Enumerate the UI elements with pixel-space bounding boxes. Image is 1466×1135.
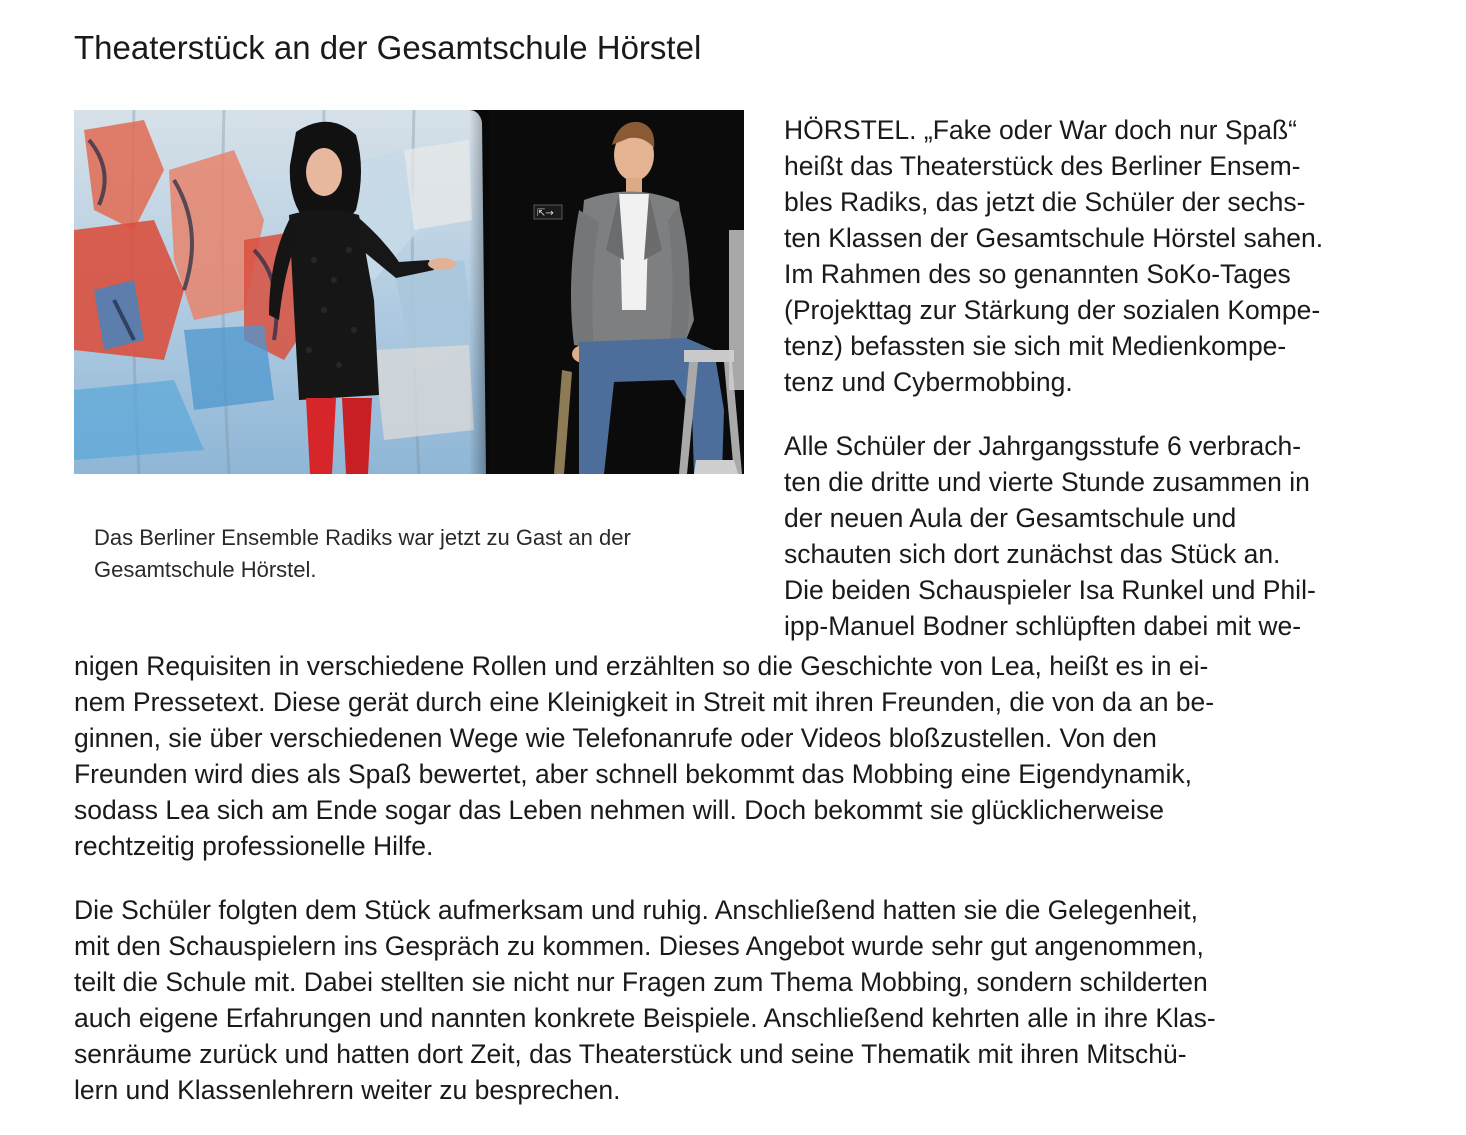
article-wide-text — [74, 648, 1414, 1135]
paragraph-3 — [74, 892, 1414, 1108]
text-line: Im Rahmen des so genannten SoKo-Tages — [784, 259, 1291, 289]
text-line: tenz) befassten sie sich mit Medienkompe- — [784, 331, 1287, 361]
text-line: nigen Requisiten in verschiedene Rollen und erzählten so die Geschichte von Lea, heißt es in ei- — [74, 651, 1209, 681]
text-line: (Projekttag zur Stärkung der sozialen Kompe- — [784, 295, 1321, 325]
caption-line: Gesamtschule Hörstel. — [94, 557, 317, 582]
text-line: HÖRSTEL. „Fake oder War doch nur Spaß“ — [784, 115, 1297, 145]
text-line: nem Pressetext. Diese gerät durch eine Kleinigkeit in Streit mit ihren Freunden, die von da an be- — [74, 687, 1215, 717]
text-line: Die beiden Schauspieler Isa Runkel und Phil- — [784, 575, 1316, 605]
text-line: Alle Schüler der Jahrgangsstufe 6 verbrach- — [784, 431, 1302, 461]
text-line: lern und Klassenlehrern weiter zu besprechen. — [74, 1075, 621, 1105]
article-title: Theaterstück an der Gesamtschule Hörstel — [74, 29, 702, 66]
text-line: sodass Lea sich am Ende sogar das Leben nehmen will. Doch bekommt sie glücklicherweise — [74, 795, 1165, 825]
text-line: heißt das Theaterstück des Berliner Ensem- — [784, 151, 1301, 181]
svg-text:⇱→: ⇱→ — [537, 208, 554, 219]
text-line: ten die dritte und vierte Stunde zusammen in — [784, 467, 1310, 497]
stage-photo-two-actors-icon — [74, 110, 744, 474]
photo-caption — [94, 522, 734, 586]
text-line: Die Schüler folgten dem Stück aufmerksam und ruhig. Anschließend hatten sie die Gelegenheit, — [74, 895, 1198, 925]
text-line: auch eigene Erfahrungen und nannten konkrete Beispiele. Anschließend kehrten alle in ihre Klas- — [74, 1003, 1216, 1033]
text-line: schauten sich dort zunächst das Stück an. — [784, 539, 1281, 569]
article-photo — [74, 110, 744, 474]
text-line: ginnen, sie über verschiedenen Wege wie Telefonanrufe oder Videos bloßzustellen. Von den — [74, 723, 1157, 753]
text-line: rechtzeitig professionelle Hilfe. — [74, 831, 434, 861]
text-line: der neuen Aula der Gesamtschule und — [784, 503, 1237, 533]
text-line: bles Radiks, das jetzt die Schüler der sechs- — [784, 187, 1306, 217]
paragraph-2-bottom — [74, 648, 1414, 864]
text-line: Freunden wird dies als Spaß bewertet, aber schnell bekommt das Mobbing eine Eigendynamik, — [74, 759, 1193, 789]
text-line: teilt die Schule mit. Dabei stellten sie nicht nur Fragen zum Thema Mobbing, sondern schilderten — [74, 967, 1208, 997]
text-line: ten Klassen der Gesamtschule Hörstel sahen. — [784, 223, 1324, 253]
text-line: ipp-Manuel Bodner schlüpften dabei mit we- — [784, 611, 1302, 641]
text-line: mit den Schauspielern ins Gespräch zu kommen. Dieses Angebot wurde sehr gut angenommen, — [74, 931, 1204, 961]
caption-line: Das Berliner Ensemble Radiks war jetzt zu Gast an der — [94, 525, 631, 550]
text-line: tenz und Cybermobbing. — [784, 367, 1073, 397]
article-column — [784, 112, 1444, 671]
text-line: senräume zurück und hatten dort Zeit, das Theaterstück und seine Thematik mit ihren Mitschü- — [74, 1039, 1187, 1069]
paragraph-2-top — [784, 428, 1444, 644]
paragraph-1 — [784, 112, 1444, 400]
